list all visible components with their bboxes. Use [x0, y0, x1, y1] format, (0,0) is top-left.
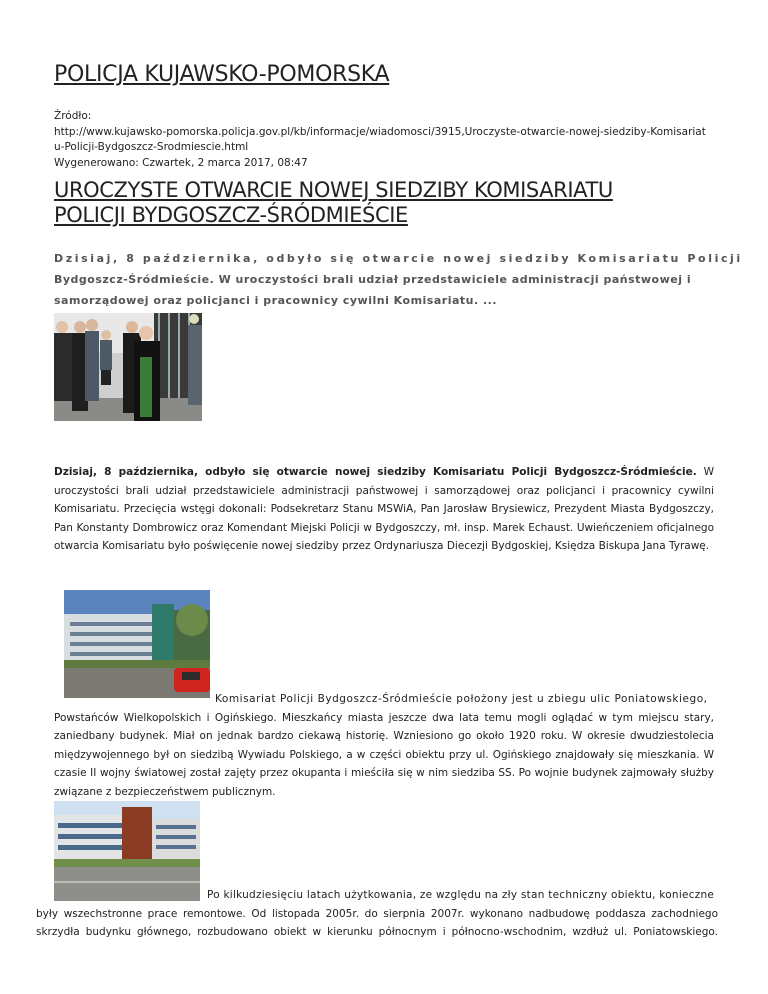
- p1-line5: otwarcia Komisariatu było poświęcenie nowej siedziby przez Ordynariusza Diecezji Bydgoskiej, Księdza Biskupa Jana Tyrawę.: [54, 540, 710, 552]
- source-label: Źródło:: [54, 110, 92, 122]
- p3-line3: skrzydła budynku głównego, rozbudowano obiekt w kierunku północnym i północno-wschodnim, wzdłuż ul. Poniatowskiego.: [36, 926, 718, 938]
- p1-bold: Dzisiaj, 8 października, odbyło się otwarcie nowej siedziby Komisariatu Policji Bydgoszcz-Śródmieście.: [54, 466, 697, 478]
- article-lead: [54, 248, 743, 311]
- paragraph-2: [54, 690, 714, 801]
- source-url-line2[interactable]: u-Policji-Bydgoszcz-Srodmiescie.html: [54, 141, 249, 153]
- p3-line2: były wszechstronne prace remontowe. Od listopada 2005r. do sierpnia 2007r. wykonano nadbudowę poddasza zachodniego: [36, 907, 718, 920]
- p1-line4: Pan Konstanty Dombrowicz oraz Komendant Miejski Policji w Bydgoszczy, mł. insp. Marek Echaust. Uwieńczeniem oficjalnego: [54, 521, 714, 534]
- p1-line1: [54, 463, 714, 482]
- generated-date: Wygenerowano: Czwartek, 2 marca 2017, 08:47: [54, 156, 308, 169]
- article-title[interactable]: [54, 178, 714, 228]
- p1-line2: uroczystości brali udział przedstawiciele administracji państwowej i samorządowej oraz policjanci i pracownicy cywilni: [54, 484, 714, 497]
- ceremony-photo: [54, 313, 202, 421]
- p3-line1: Po kilkudziesięciu latach użytkowania, ze względu na zły stan techniczny obiektu, konieczne: [207, 889, 715, 901]
- p2-line4: międzywojennego był on siedzibą Wywiadu Polskiego, a w części obiektu przy ul. Ogińskiego znajdowały się mieszkania. W: [54, 748, 714, 761]
- source-meta: [54, 109, 714, 171]
- p1-line3: Komisariatu. Przecięcia wstęgi dokonali: Podsekretarz Stanu MSWiA, Pan Jarosław Brysiewicz, Prezydent Miasta Bydgoszczy,: [54, 503, 714, 515]
- p2-line6: związane z bezpieczeństwem publicznym.: [54, 785, 276, 798]
- article-title-line1: UROCZYSTE OTWARCIE NOWEJ SIEDZIBY KOMISARIATU: [54, 178, 613, 202]
- p2-line3: zaniedbany budynek. Miał on jednak bardzo ciekawą historię. Wzniesiono go około 1920 roku. W okresie dwudziestolecia: [54, 730, 714, 742]
- article-title-line2: POLICJI BYDGOSZCZ-ŚRÓDMIEŚCIE: [54, 203, 408, 227]
- lead-line2: Bydgoszcz-Śródmieście. W uroczystości brali udział przedstawiciele administracji państwowej i: [54, 273, 692, 286]
- source-url-line1[interactable]: http://www.kujawsko-pomorska.policja.gov.pl/kb/informacje/wiadomosci/3915,Uroczyste-otwarcie-nowej-siedziby-Komisariat: [54, 125, 706, 138]
- p2-line5: czasie II wojny światowej został zajęty przez okupanta i mieściła się w nim siedziba SS. Po wojnie budynek zajmowały służby: [54, 767, 714, 779]
- lead-line3: samorządowej oraz policjanci i pracownicy cywilni Komisariatu. ...: [54, 294, 498, 307]
- building-photo: [64, 590, 210, 698]
- lead-line1: Dzisiaj, 8 października, odbyło się otwarcie nowej siedziby Komisariatu Policji: [54, 252, 743, 265]
- site-title[interactable]: POLICJA KUJAWSKO-POMORSKA: [54, 62, 390, 87]
- p2-line2: Powstańców Wielkopolskich i Ogińskiego. Mieszkańcy miasta jeszcze dwa lata temu mogli oglądać w tym miejscu stary,: [54, 711, 714, 724]
- paragraph-3: [36, 886, 718, 942]
- p2-line1: Komisariat Policji Bydgoszcz-Śródmieście położony jest u zbiegu ulic Poniatowskiego,: [215, 693, 708, 705]
- p1-line1-rest: W: [696, 466, 714, 478]
- paragraph-1: [54, 463, 714, 556]
